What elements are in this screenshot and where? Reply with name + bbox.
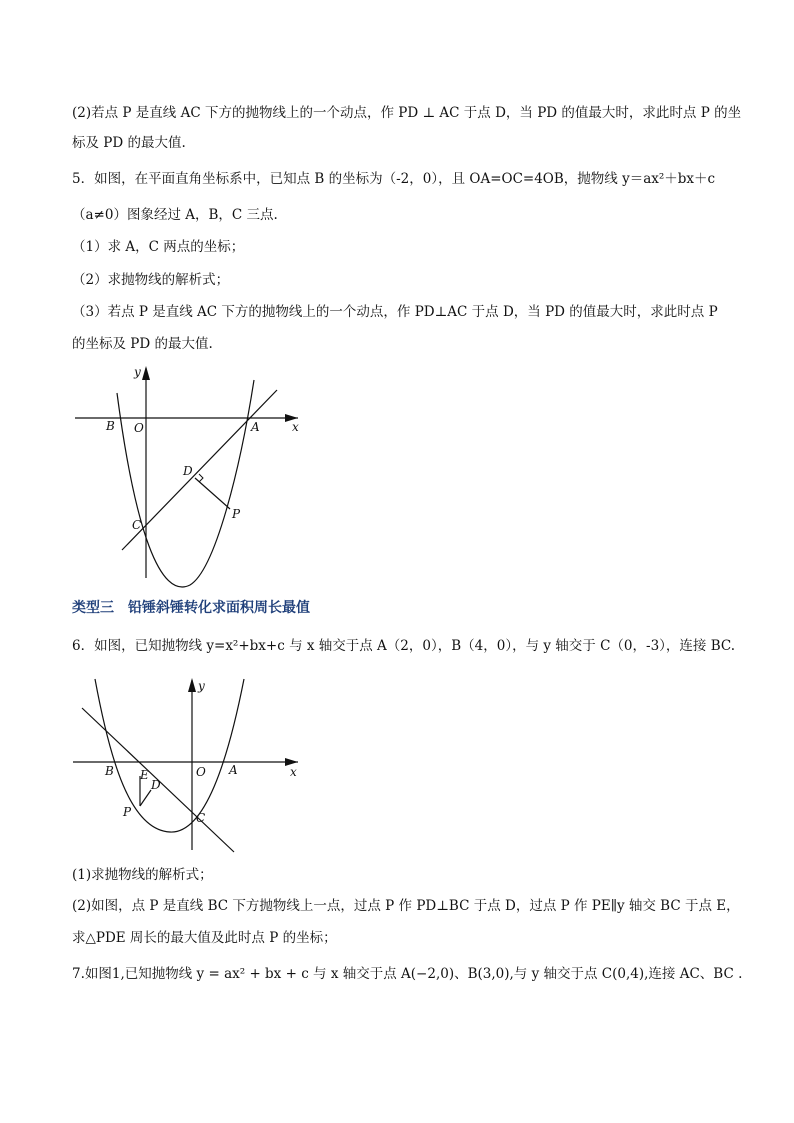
section-heading: 类型三 铅锤斜锤转化求面积周长最值	[72, 600, 310, 616]
label-e: E	[140, 768, 149, 782]
label-x: x	[290, 765, 297, 779]
problem-5-question-2: （2）求抛物线的解析式；	[72, 272, 230, 288]
problem-5-statement-line-2: （a≠0）图象经过 A，B，C 三点.	[72, 207, 278, 223]
label-y: y	[198, 679, 205, 693]
problem-7-statement: 7.如图1,已知抛物线 y = ax² + bx + c 与 x 轴交于点 A(−2,0)、B(3,0),与 y 轴交于点 C(0,4),连接 AC、BC .	[72, 966, 743, 982]
problem-5-question-3-line-1: （3）若点 P 是直线 AC 下方的抛物线上的一个动点，作 PD⊥AC 于点 D，当 PD 的值最大时，求此时点 P	[72, 304, 718, 320]
label-c: C	[196, 811, 206, 825]
label-c: C	[132, 518, 142, 532]
parabola	[95, 679, 244, 832]
label-a: A	[251, 420, 260, 434]
problem-5-question-3-line-2: 的坐标及 PD 的最大值.	[72, 336, 213, 352]
label-x: x	[292, 420, 299, 434]
label-a: A	[229, 763, 238, 777]
y-axis-arrow	[188, 678, 196, 692]
problem-5-statement-line-1: 5．如图，在平面直角坐标系中，已知点 B 的坐标为（-2，0），且 OA=OC=4OB，抛物线 y＝ax²＋bx＋c	[72, 171, 716, 187]
segment-pd	[140, 790, 151, 806]
problem-5-question-1: （1）求 A，C 两点的坐标；	[72, 239, 245, 255]
problem-4-part-2-line-1: (2)若点 P 是直线 AC 下方的抛物线上的一个动点，作 PD ⊥ AC 于点 D，当 PD 的值最大时，求此时点 P 的坐	[72, 105, 742, 121]
problem-4-part-2-line-2: 标及 PD 的最大值.	[72, 135, 186, 151]
label-p: P	[123, 805, 132, 819]
label-b: B	[106, 419, 115, 433]
problem-6-question-2-line-1: (2)如图，点 P 是直线 BC 下方抛物线上一点，过点 P 作 PD⊥BC 于点 D，过点 P 作 PE∥y 轴交 BC 于点 E，	[72, 898, 740, 914]
problem-6-question-1: (1)求抛物线的解析式；	[72, 867, 213, 883]
label-o: O	[134, 421, 144, 435]
label-d: D	[183, 464, 193, 478]
label-p: P	[232, 507, 241, 521]
problem-6-question-2-line-2: 求△PDE 周长的最大值及此时点 P 的坐标；	[72, 930, 337, 946]
problem-6-statement: 6．如图，已知抛物线 y=x²+bx+c 与 x 轴交于点 A（2，0），B（4，0），与 y 轴交于 C（0，-3），连接 BC.	[72, 638, 736, 654]
label-y: y	[134, 365, 141, 379]
label-o: O	[196, 765, 206, 779]
label-b: B	[105, 764, 114, 778]
label-d: D	[151, 778, 161, 792]
